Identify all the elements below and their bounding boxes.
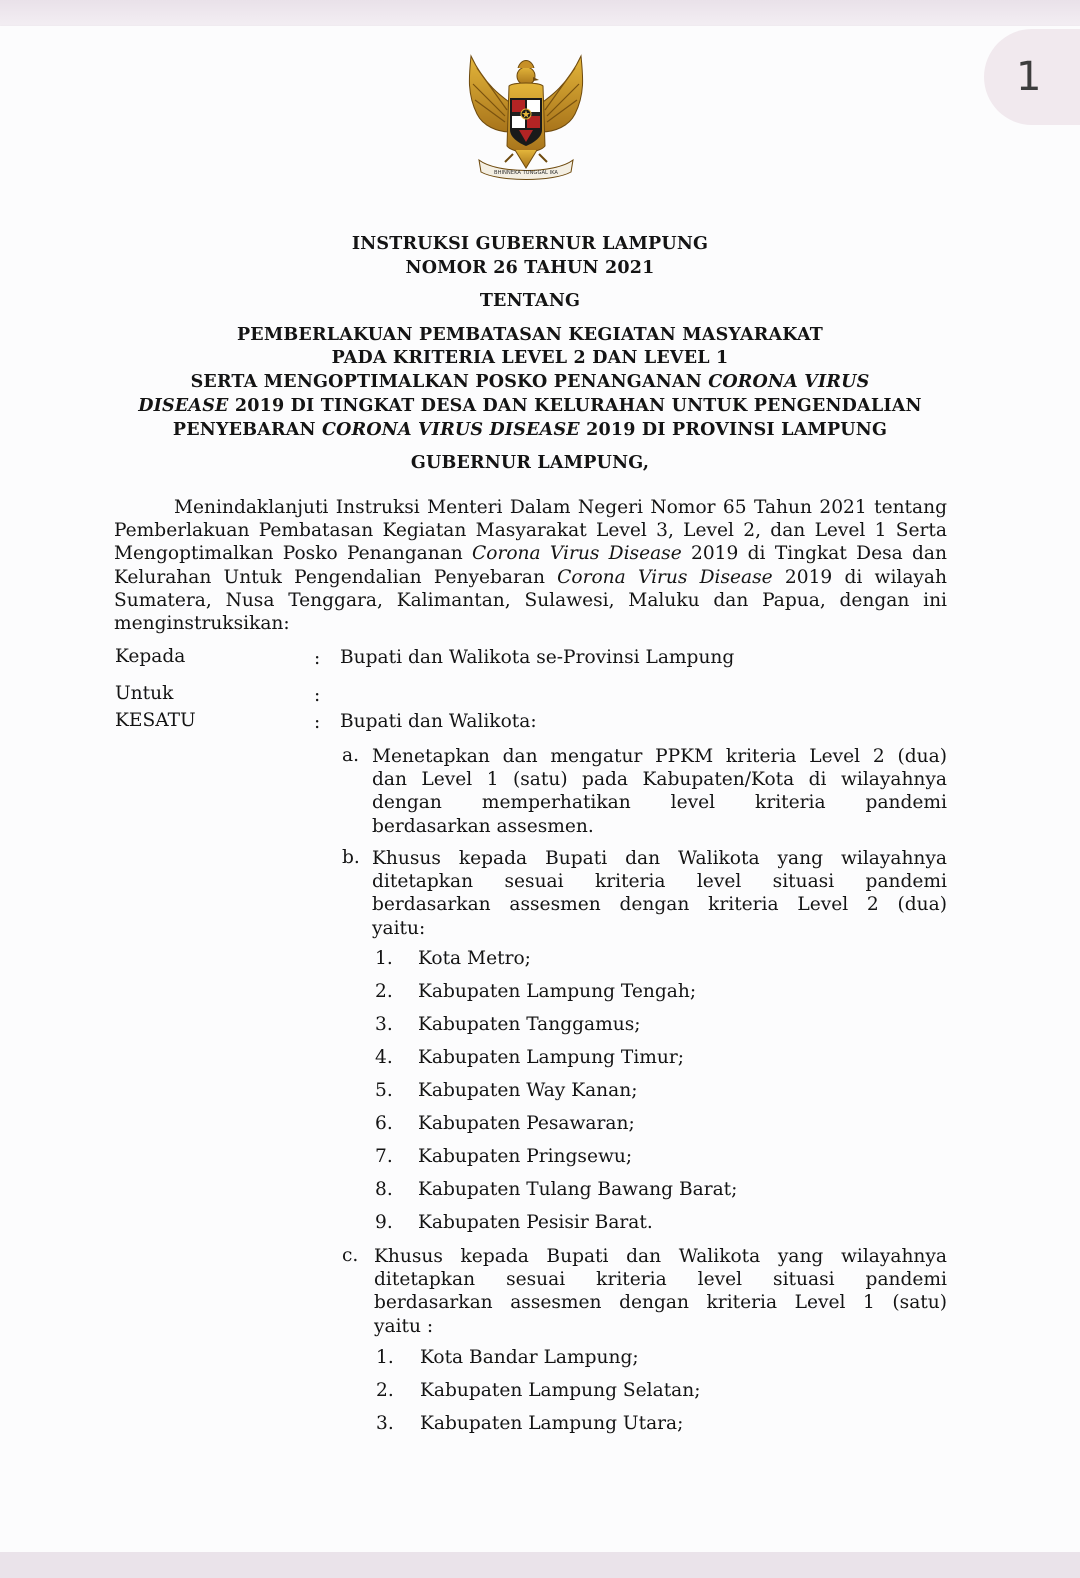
- item-c-text: Khusus kepada Bupati dan Walikota yang wilayahnya ditetapkan sesuai kriteria level situasi pandemi berdasarkan assesmen dengan kriteria Level 1 (satu) yaitu :: [374, 1246, 947, 1337]
- kesatu-label: KESATU: [115, 710, 196, 731]
- b-list-number: 1.: [375, 948, 393, 969]
- page-number-badge: [984, 29, 1080, 125]
- c-list-item: Kabupaten Lampung Selatan;: [420, 1380, 701, 1401]
- kesatu-colon: :: [314, 712, 321, 733]
- item-c-letter: c.: [342, 1245, 359, 1266]
- b-list-item: Kabupaten Way Kanan;: [418, 1080, 638, 1101]
- b-list-item: Kabupaten Lampung Timur;: [418, 1047, 685, 1068]
- kepada-value: Bupati dan Walikota se-Provinsi Lampung: [340, 647, 735, 668]
- b-list-item: Kabupaten Pesisir Barat.: [418, 1212, 653, 1233]
- b-list-item: Kabupaten Pesawaran;: [418, 1113, 635, 1134]
- b-list-item: Kabupaten Tanggamus;: [418, 1014, 641, 1035]
- b-list-item: Kota Metro;: [418, 948, 531, 969]
- untuk-label: Untuk: [115, 683, 174, 704]
- c-list-number: 1.: [376, 1347, 394, 1368]
- kepada-label: Kepada: [115, 646, 186, 667]
- b-list-number: 7.: [375, 1146, 393, 1167]
- b-list-number: 9.: [375, 1212, 393, 1233]
- instruction-title: INSTRUKSI GUBERNUR LAMPUNG: [351, 234, 709, 254]
- b-list-item: Kabupaten Tulang Bawang Barat;: [418, 1179, 738, 1200]
- subject-line-2: PADA KRITERIA LEVEL 2 DAN LEVEL 1: [331, 348, 729, 368]
- b-list-number: 8.: [375, 1179, 393, 1200]
- subject-line-1: PEMBERLAKUAN PEMBATASAN KEGIATAN MASYARAKAT: [236, 325, 824, 345]
- garuda-emblem-icon: [463, 50, 589, 184]
- item-a-letter: a.: [342, 745, 359, 766]
- b-list-number: 3.: [375, 1014, 393, 1035]
- subject-line-4: DISEASE 2019 DI TINGKAT DESA DAN KELURAHAN UNTUK PENGENDALIAN: [138, 396, 922, 416]
- item-b-letter: b.: [342, 847, 360, 868]
- viewer-top-bar: [0, 0, 1080, 26]
- emblem-motto: BHINNEKA TUNGGAL IKA: [494, 170, 558, 176]
- b-list-item: Kabupaten Pringsewu;: [418, 1146, 633, 1167]
- instruction-number: NOMOR 26 TAHUN 2021: [405, 258, 655, 278]
- c-list-item: Kota Bandar Lampung;: [420, 1347, 639, 1368]
- viewer-bottom-bar: [0, 1552, 1080, 1578]
- b-list-number: 4.: [375, 1047, 393, 1068]
- b-list-number: 6.: [375, 1113, 393, 1134]
- subject-line-3: SERTA MENGOPTIMALKAN POSKO PENANGANAN CORONA VIRUS: [190, 372, 870, 392]
- preamble-paragraph: Menindaklanjuti Instruksi Menteri Dalam Negeri Nomor 65 Tahun 2021 tentang Pemberlakuan Pembatasan Kegiatan Masyarakat Level 3, Level 2, dan Level 1 Serta Mengoptimalkan Posko Penanganan Corona Virus Disease 2019 di Tingkat Desa dan Kelurahan Untuk Pengendalian Penyebaran Corona Virus Disease 2019 di wilayah Sumatera, Nusa Tenggara, Kalimantan, Sulawesi, Maluku dan Papua, dengan ini menginstruksikan:: [114, 497, 947, 635]
- page-number: 1: [1016, 54, 1042, 100]
- issuer-heading: GUBERNUR LAMPUNG,: [410, 453, 650, 473]
- tentang-heading: TENTANG: [479, 291, 581, 311]
- c-list-item: Kabupaten Lampung Utara;: [420, 1413, 684, 1434]
- item-b-text: Khusus kepada Bupati dan Walikota yang wilayahnya ditetapkan sesuai kriteria level situasi pandemi berdasarkan assesmen dengan kriteria Level 2 (dua) yaitu:: [372, 848, 947, 939]
- b-list-number: 2.: [375, 981, 393, 1002]
- c-list-number: 2.: [376, 1380, 394, 1401]
- untuk-colon: :: [314, 685, 321, 706]
- kepada-colon: :: [314, 648, 321, 669]
- item-a-text: Menetapkan dan mengatur PPKM kriteria Level 2 (dua) dan Level 1 (satu) pada Kabupaten/Kota di wilayahnya dengan memperhatikan level kriteria pandemi berdasarkan assesmen.: [372, 746, 947, 837]
- subject-line-5: PENYEBARAN CORONA VIRUS DISEASE 2019 DI PROVINSI LAMPUNG: [172, 420, 888, 440]
- b-list-item: Kabupaten Lampung Tengah;: [418, 981, 697, 1002]
- kesatu-value: Bupati dan Walikota:: [340, 711, 537, 732]
- c-list-number: 3.: [376, 1413, 394, 1434]
- b-list-number: 5.: [375, 1080, 393, 1101]
